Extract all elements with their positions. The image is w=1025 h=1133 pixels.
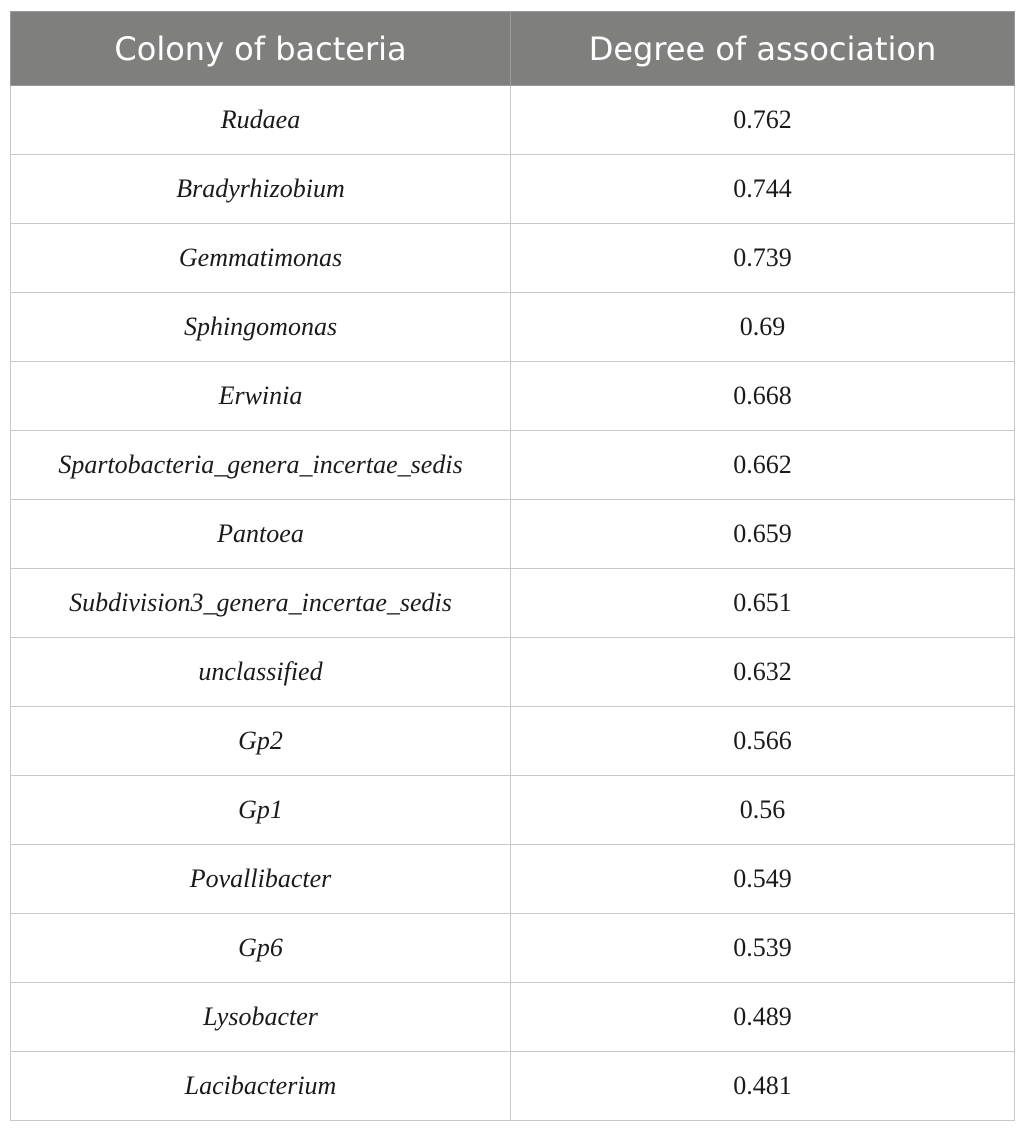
association-value: 0.739 — [511, 224, 1015, 293]
association-value: 0.549 — [511, 845, 1015, 914]
association-value: 0.566 — [511, 707, 1015, 776]
table-body — [11, 86, 1015, 1121]
association-value: 0.481 — [511, 1052, 1015, 1121]
association-value: 0.69 — [511, 293, 1015, 362]
colony-name: Gemmatimonas — [11, 224, 511, 293]
table-row — [11, 362, 1015, 431]
table-row — [11, 224, 1015, 293]
colony-name: Sphingomonas — [11, 293, 511, 362]
colony-name: unclassified — [11, 638, 511, 707]
header-colony: Colony of bacteria — [11, 12, 511, 86]
table-row — [11, 500, 1015, 569]
table-row — [11, 431, 1015, 500]
association-value: 0.651 — [511, 569, 1015, 638]
association-value: 0.662 — [511, 431, 1015, 500]
colony-name: Povallibacter — [11, 845, 511, 914]
table-row — [11, 776, 1015, 845]
colony-name: Gp2 — [11, 707, 511, 776]
table-row — [11, 1052, 1015, 1121]
table-row — [11, 707, 1015, 776]
association-value: 0.668 — [511, 362, 1015, 431]
table-row — [11, 983, 1015, 1052]
header-row — [11, 12, 1015, 86]
colony-name: Lacibacterium — [11, 1052, 511, 1121]
colony-name: Gp6 — [11, 914, 511, 983]
association-value: 0.539 — [511, 914, 1015, 983]
table-row — [11, 845, 1015, 914]
association-table-container — [10, 11, 1014, 1121]
association-value: 0.56 — [511, 776, 1015, 845]
table-header — [11, 12, 1015, 86]
colony-name: Subdivision3_genera_incertae_sedis — [11, 569, 511, 638]
table-row — [11, 638, 1015, 707]
association-value: 0.489 — [511, 983, 1015, 1052]
table-row — [11, 914, 1015, 983]
colony-name: Pantoea — [11, 500, 511, 569]
association-value: 0.744 — [511, 155, 1015, 224]
colony-name: Spartobacteria_genera_incertae_sedis — [11, 431, 511, 500]
table-row — [11, 293, 1015, 362]
table-row — [11, 569, 1015, 638]
header-degree: Degree of association — [511, 12, 1015, 86]
association-value: 0.632 — [511, 638, 1015, 707]
table-row — [11, 155, 1015, 224]
colony-name: Lysobacter — [11, 983, 511, 1052]
colony-name: Erwinia — [11, 362, 511, 431]
association-table — [10, 11, 1015, 1121]
colony-name: Gp1 — [11, 776, 511, 845]
colony-name: Rudaea — [11, 86, 511, 155]
colony-name: Bradyrhizobium — [11, 155, 511, 224]
table-row — [11, 86, 1015, 155]
association-value: 0.659 — [511, 500, 1015, 569]
association-value: 0.762 — [511, 86, 1015, 155]
